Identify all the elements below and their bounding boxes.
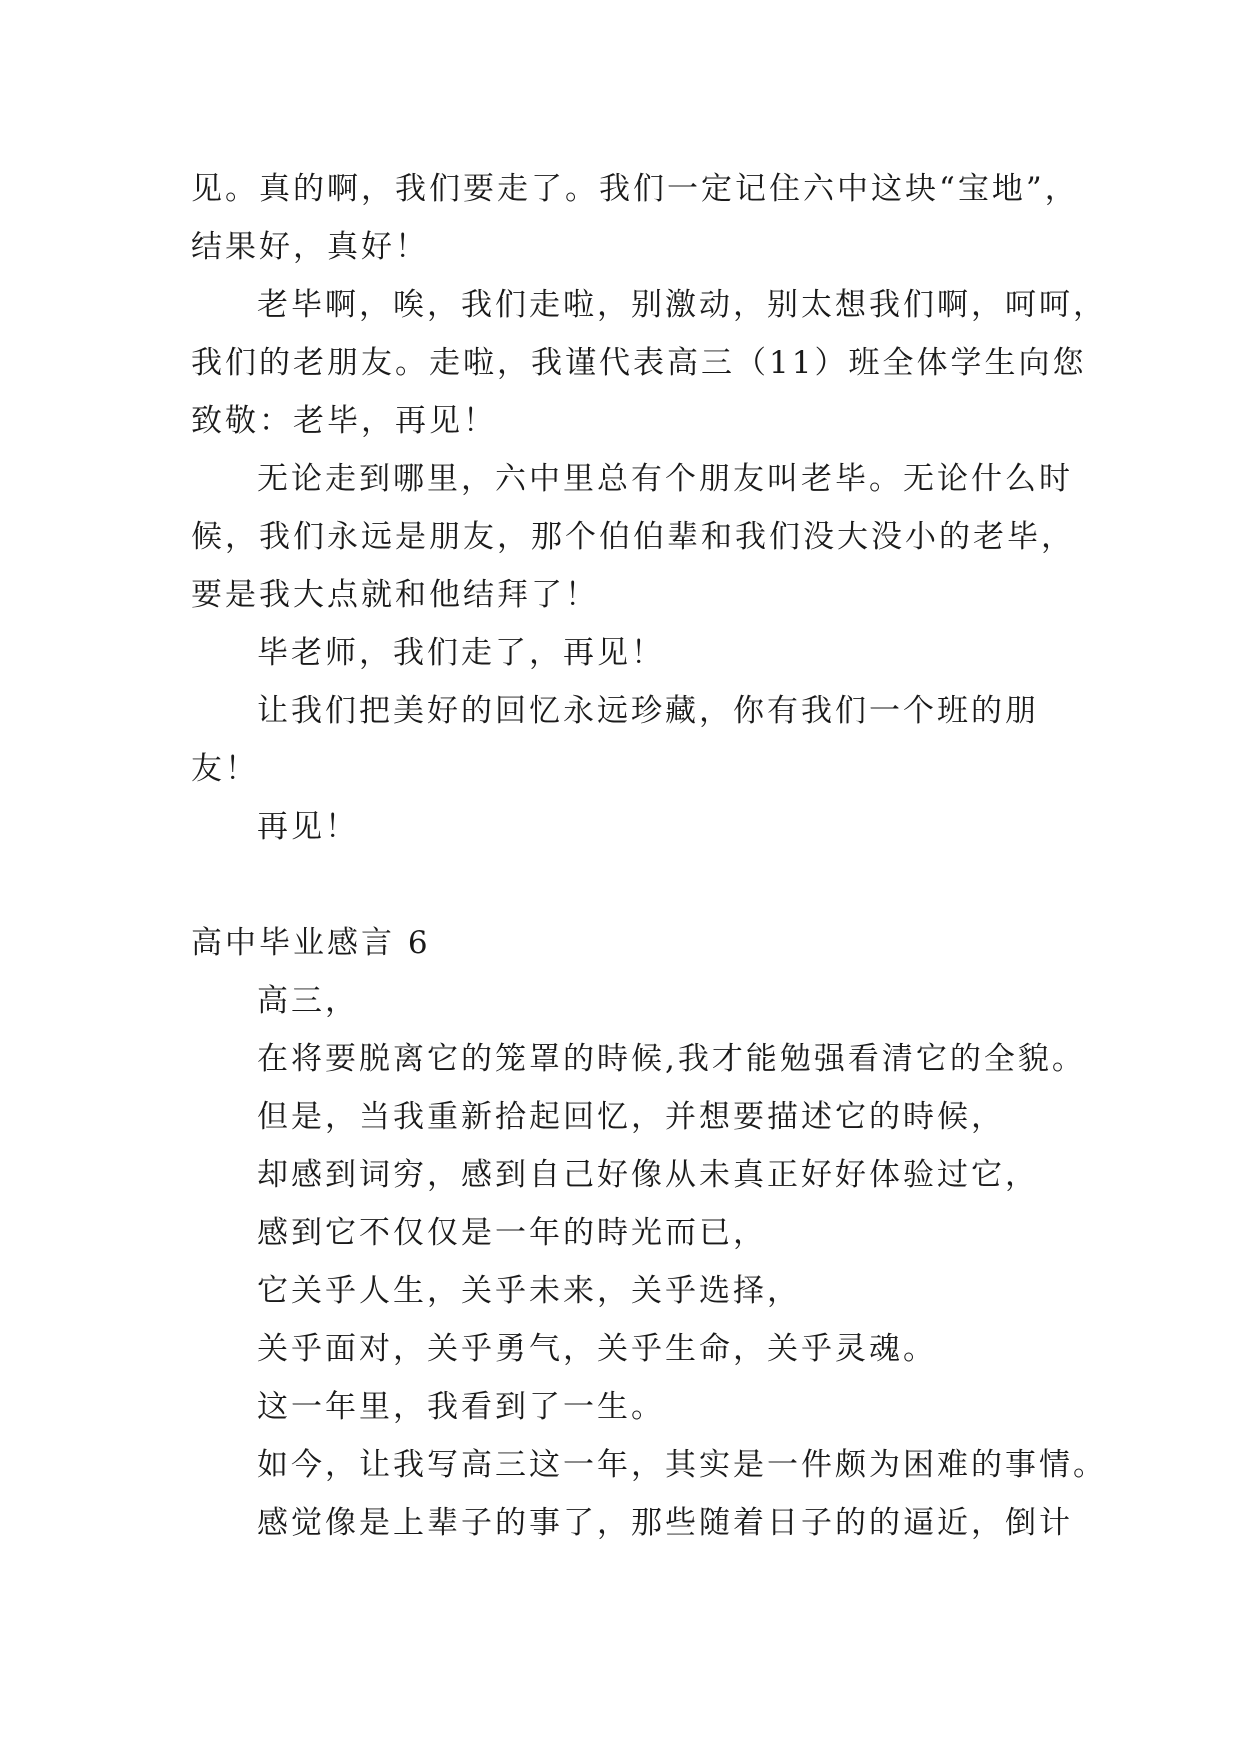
paragraph-3	[191, 450, 1075, 624]
section-heading: 高中毕业感言 6	[191, 925, 431, 961]
document-body	[191, 160, 1107, 1552]
text-line: 结果好，真好！	[191, 229, 429, 265]
text-line: 候，我们永远是朋友，那个伯伯辈和我们没大没小的老毕，	[191, 519, 1075, 555]
text-line: 毕老师，我们走了，再见！	[257, 635, 665, 671]
text-line: 见。真的啊，我们要走了。我们一定记住六中这块“宝地”，	[191, 171, 1079, 207]
paragraph-4	[191, 624, 1071, 682]
text-line: 致敬：老毕，再见！	[191, 403, 497, 439]
text-line: 再见！	[257, 809, 359, 845]
poem-line: 在将要脱离它的笼罩的時候,我才能勉强看清它的全貌。	[257, 1041, 1086, 1077]
poem-line: 但是，当我重新拾起回忆，并想要描述它的時候，	[257, 1099, 1005, 1135]
text-line: 我们的老朋友。走啦，我谨代表高三（11）班全体学生向您	[191, 345, 1087, 381]
text-line: 友！	[191, 751, 259, 787]
poem-line: 感觉像是上辈子的事了，那些随着日子的的逼近，倒计	[257, 1505, 1073, 1541]
text-line: 要是我大点就和他结拜了！	[191, 577, 599, 613]
text-line: 无论走到哪里，六中里总有个朋友叫老毕。无论什么时	[257, 461, 1073, 497]
poem-line: 高三，	[257, 983, 359, 1019]
poem-line: 如今，让我写高三这一年，其实是一件颇为困难的事情。	[257, 1447, 1107, 1483]
paragraph-2	[191, 276, 1107, 450]
paragraph-5	[191, 682, 1071, 798]
poem-block	[191, 972, 1107, 1552]
poem-line: 却感到词穷，感到自己好像从未真正好好体验过它，	[257, 1157, 1039, 1193]
paragraph-1	[191, 160, 1079, 276]
paragraph-6	[191, 798, 1071, 856]
poem-line: 它关乎人生，关乎未来，关乎选择，	[257, 1273, 801, 1309]
poem-line: 这一年里，我看到了一生。	[257, 1389, 665, 1425]
poem-line: 感到它不仅仅是一年的時光而已，	[257, 1215, 767, 1251]
text-line: 老毕啊，唉，我们走啦，别激动，别太想我们啊，呵呵，	[257, 287, 1107, 323]
poem-line: 关乎面对，关乎勇气，关乎生命，关乎灵魂。	[257, 1331, 937, 1367]
text-line: 让我们把美好的回忆永远珍藏，你有我们一个班的朋	[257, 693, 1039, 729]
